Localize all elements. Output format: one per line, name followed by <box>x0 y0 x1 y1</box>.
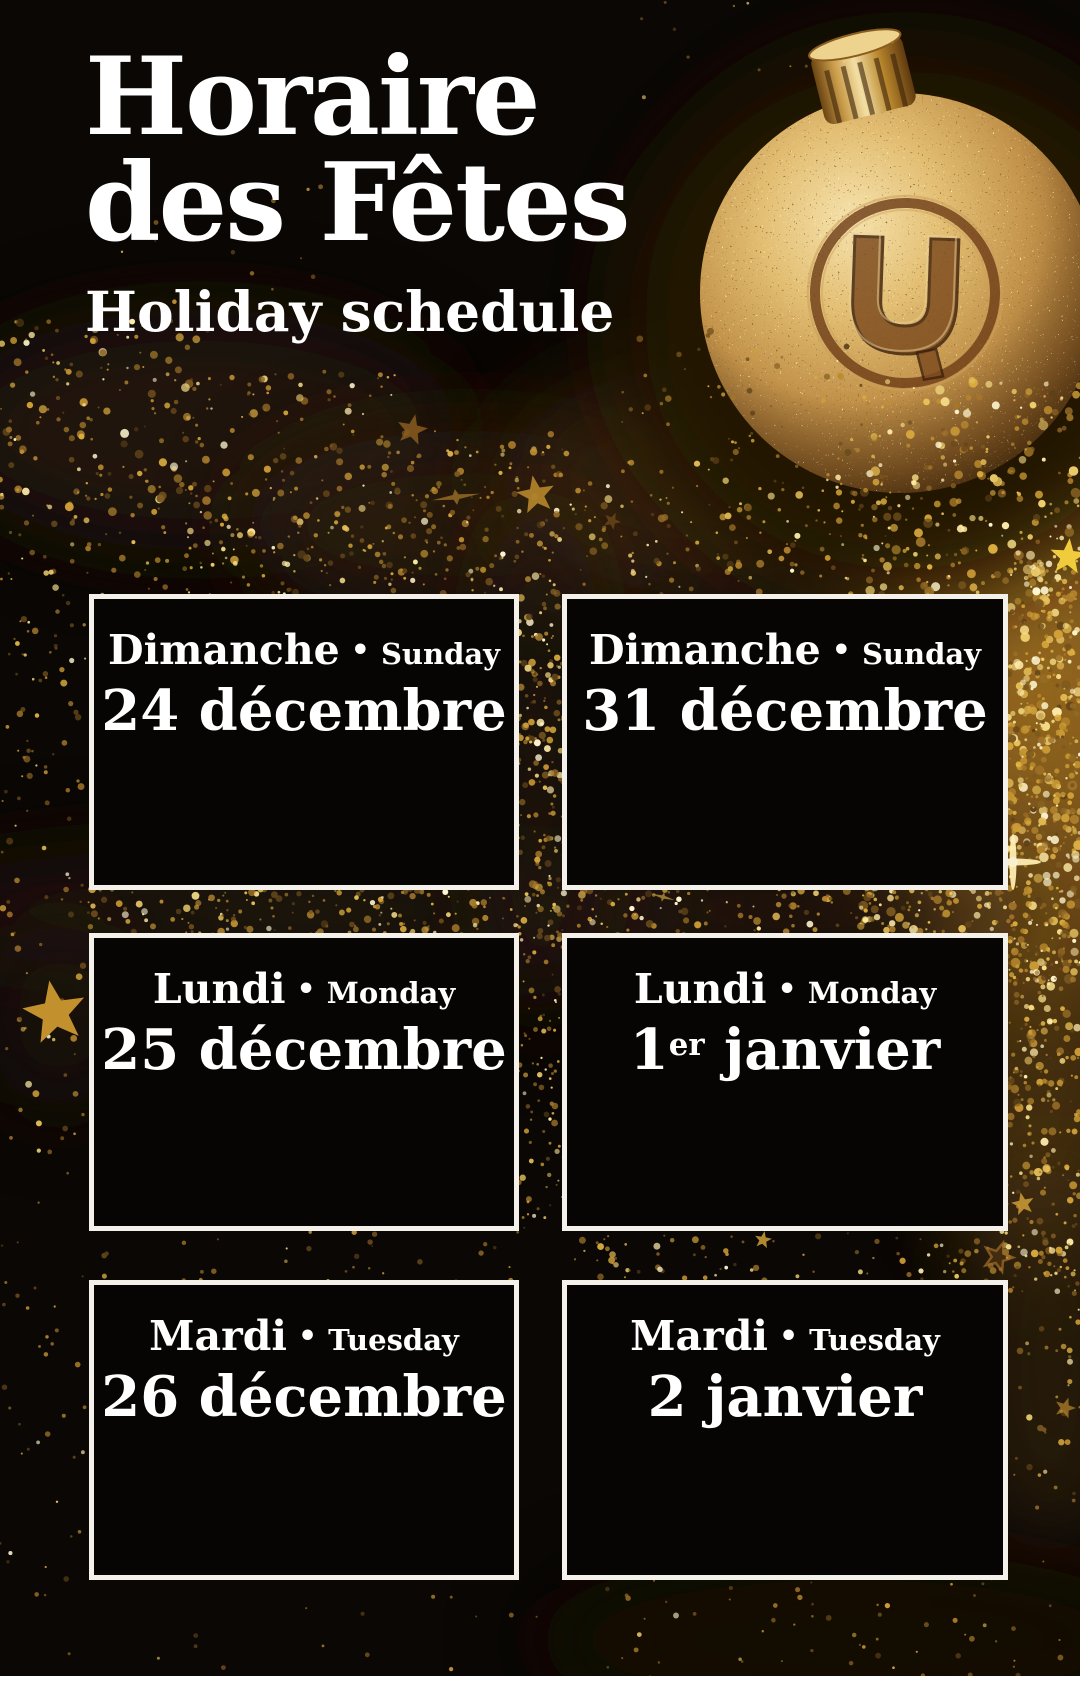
schedule-card <box>89 933 519 1231</box>
schedule-card <box>562 1280 1008 1580</box>
day-label-en: Monday <box>326 976 456 1010</box>
day-line <box>567 965 1003 1022</box>
title-line1: Horaire <box>85 34 539 160</box>
date-text: 25 décembre <box>101 1017 507 1083</box>
day-line <box>94 626 514 683</box>
date-label <box>94 678 514 748</box>
date-text: 1 <box>629 1017 669 1083</box>
day-label-fr: Lundi <box>633 965 767 1013</box>
title-line2: des Fêtes <box>85 140 629 266</box>
page-subtitle: Holiday schedule <box>85 279 615 344</box>
day-label-en: Tuesday <box>328 1323 459 1357</box>
bullet-separator: • <box>296 972 316 1007</box>
date-label <box>94 1017 514 1087</box>
day-label-fr: Dimanche <box>108 626 340 674</box>
day-label-en: Tuesday <box>809 1323 940 1357</box>
date-text: 31 décembre <box>582 678 988 744</box>
date-text: 2 janvier <box>647 1364 923 1430</box>
day-line <box>567 1312 1003 1369</box>
date-label <box>567 1364 1003 1434</box>
date-label <box>567 1017 1003 1087</box>
date-label <box>567 678 1003 748</box>
date-superscript: er <box>668 1027 705 1064</box>
schedule-card <box>89 1280 519 1580</box>
day-label-fr: Lundi <box>152 965 286 1013</box>
day-line <box>94 965 514 1022</box>
bullet-separator: • <box>778 1319 799 1354</box>
bullet-separator: • <box>297 1319 318 1354</box>
day-line <box>567 626 1003 683</box>
day-label-fr: Mardi <box>630 1312 768 1360</box>
page-title <box>85 34 629 266</box>
date-label <box>94 1364 514 1434</box>
date-rest: janvier <box>704 1017 941 1083</box>
day-label-en: Monday <box>807 976 937 1010</box>
bullet-separator: • <box>777 972 797 1007</box>
day-label-en: Sunday <box>861 637 981 671</box>
bottom-white-strip <box>0 1676 1080 1690</box>
date-text: 24 décembre <box>101 678 507 744</box>
day-label-fr: Mardi <box>149 1312 287 1360</box>
schedule-card <box>562 933 1008 1231</box>
day-label-en: Sunday <box>380 637 500 671</box>
date-text: 26 décembre <box>101 1364 507 1430</box>
day-line <box>94 1312 514 1369</box>
schedule-card <box>89 594 519 890</box>
schedule-card <box>562 594 1008 890</box>
bullet-separator: • <box>350 633 370 668</box>
bullet-separator: • <box>831 633 851 668</box>
day-label-fr: Dimanche <box>589 626 821 674</box>
